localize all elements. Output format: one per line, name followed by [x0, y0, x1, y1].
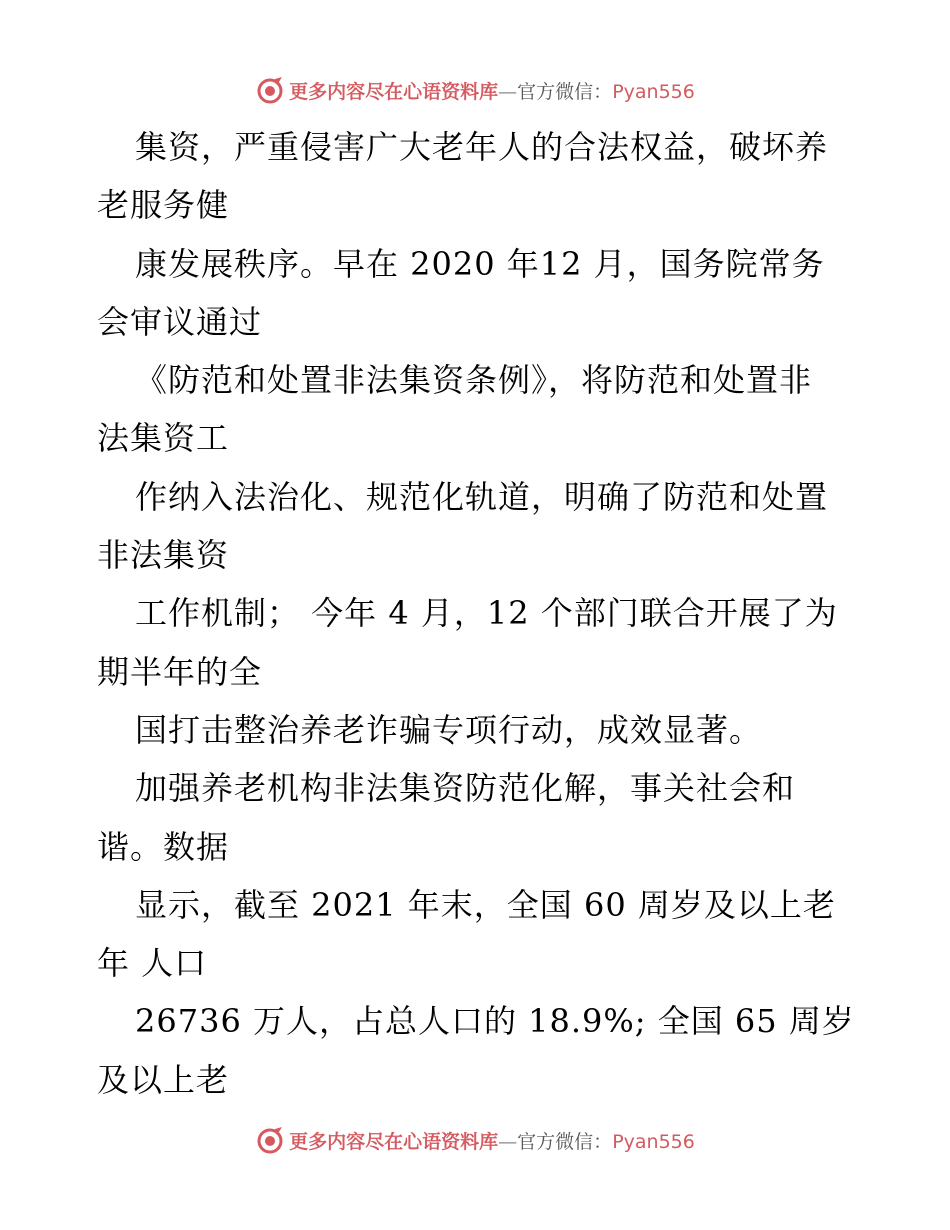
header-banner [0, 70, 950, 110]
document-body [97, 118, 857, 1109]
body-line: 期半年的全 [97, 652, 263, 691]
banner-wechat-label: 官方微信： [517, 1130, 613, 1153]
banner-site-name: 更多内容尽在心语资料库 [289, 80, 499, 103]
brush-seal-logo-icon [255, 75, 285, 105]
banner-wechat-label: 官方微信： [517, 80, 613, 103]
banner-text [289, 77, 695, 104]
body-line: 老服务健 [97, 186, 230, 225]
body-line: 《防范和处置非法集资条例》，将防范和处置非 [135, 361, 813, 400]
body-line: 作纳入法治化、规范化轨道，明确了防范和处置 [135, 477, 829, 516]
banner-site-name: 更多内容尽在心语资料库 [289, 1130, 499, 1153]
footer-banner [0, 1120, 950, 1160]
body-line: 集资，严重侵害广大老年人的合法权益，破坏养 [135, 128, 829, 166]
body-line: 加强养老机构非法集资防范化解，事关社会和 [135, 769, 796, 808]
body-line: 及以上老 [97, 1060, 230, 1099]
body-line: 康发展秩序。早在 2020 年12 月，国务院常务 [135, 244, 825, 283]
banner-wechat-id: Pyan556 [612, 80, 695, 103]
body-line: 非法集资 [97, 536, 230, 575]
banner-dash: — [498, 1130, 518, 1153]
body-line: 会审议通过 [97, 302, 263, 341]
banner-wechat-id: Pyan556 [612, 1130, 695, 1153]
banner-text [289, 1127, 695, 1154]
body-line: 年 人口 [97, 944, 208, 983]
body-line: 谐。数据 [97, 827, 230, 866]
brush-seal-logo-icon [255, 1125, 285, 1155]
banner-dash: — [498, 80, 518, 103]
body-line: 国打击整治养老诈骗专项行动，成效显著。 [135, 710, 763, 749]
body-line: 26736 万人，占总人口的 18.9%; 全国 65 周岁 [135, 1002, 855, 1041]
body-line: 法集资工 [97, 419, 230, 458]
body-line: 显示，截至 2021 年末，全国 60 周岁及以上老 [135, 885, 836, 924]
body-line: 工作机制； 今年 4 月，12 个部门联合开展了为 [135, 594, 838, 633]
